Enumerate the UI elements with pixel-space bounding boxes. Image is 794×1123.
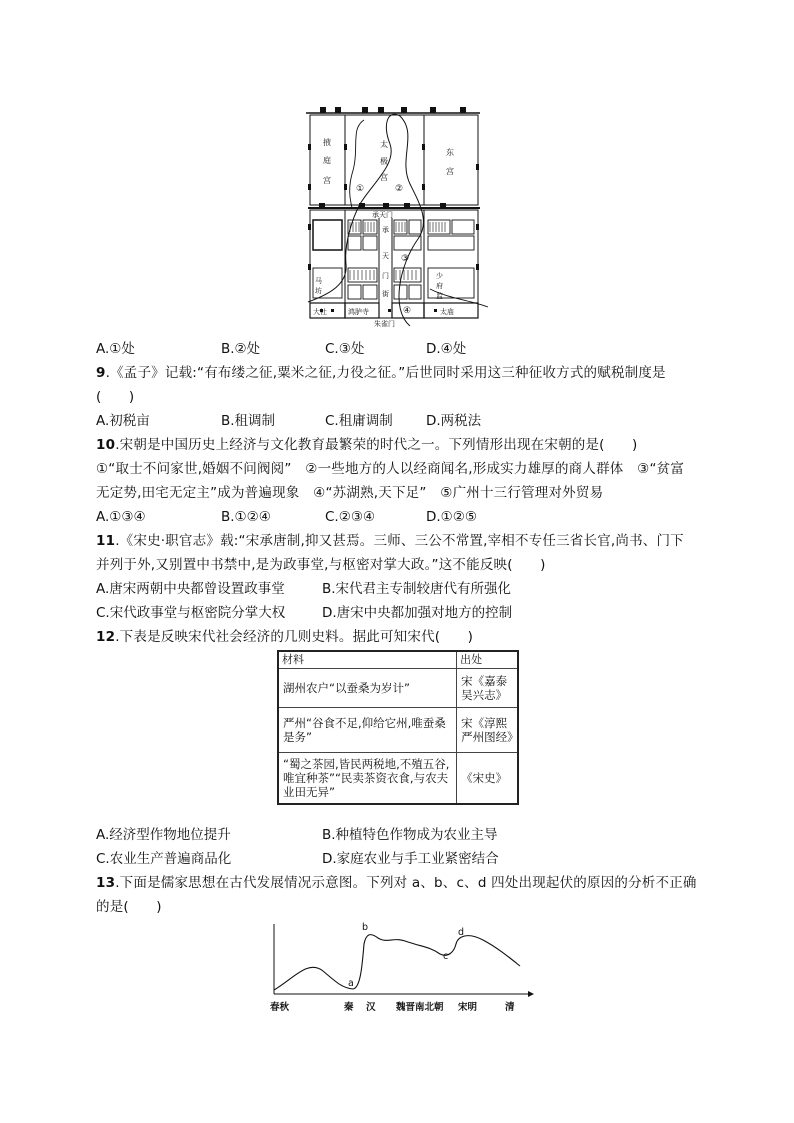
- table-row: [278, 753, 518, 805]
- table-row: [278, 708, 518, 753]
- q11-option-b[interactable]: B.宋代君主专制较唐代有所强化: [322, 581, 512, 597]
- point-label-b: b: [362, 922, 369, 933]
- q10-stem-text: .宋朝是中国历史上经济与文化教育最繁荣的时代之一。下列情形出现在宋朝的是( ): [115, 437, 638, 453]
- q10-option-d[interactable]: D.①②⑤: [426, 509, 477, 525]
- table-cell-source: 宋《嘉泰吴兴志》: [457, 669, 518, 708]
- q12-number: 12: [96, 629, 116, 645]
- q13-stem-text: .下面是儒家思想在古代发展情况示意图。下列对 a、b、c、d 四处出现起伏的原因的分析不正确: [115, 875, 697, 891]
- q13-stem-line2: 的是( ): [96, 899, 162, 915]
- map-label-mafang-2: 坊: [315, 287, 322, 295]
- q8-option-a[interactable]: A.①处: [96, 341, 135, 357]
- map-label-shaofujian-1: 少: [436, 272, 443, 280]
- point-label-d: d: [458, 927, 465, 938]
- q12-stem: [96, 628, 473, 646]
- table-header-material: 材料: [278, 651, 457, 669]
- q11-stem-line1: [96, 532, 684, 550]
- q10-number: 10: [96, 437, 116, 453]
- confucianism-development-chart: [258, 914, 538, 1014]
- q9-option-c[interactable]: C.租庸调制: [325, 413, 393, 429]
- map-label-yeting-2: 庭: [323, 156, 331, 165]
- q11-stem-line2: 并列于外,又别置中书禁中,是为政事堂,与枢密对掌大政。”这不能反映( ): [96, 557, 546, 573]
- q11-option-d[interactable]: D.唐宋中央都加强对地方的控制: [322, 605, 513, 621]
- table-header-source: 出处: [457, 651, 518, 669]
- map-label-taiji-3: 宫: [380, 173, 388, 182]
- q12-option-c[interactable]: C.农业生产普遍商品化: [96, 851, 232, 867]
- q12-option-a[interactable]: A.经济型作物地位提升: [96, 827, 231, 843]
- map-label-shaofujian-2: 府: [436, 282, 443, 290]
- x-tick-label: 汉: [366, 1002, 376, 1013]
- table-cell-source: 《宋史》: [457, 753, 518, 805]
- chart-x-axis-arrow: [528, 991, 534, 997]
- table-cell-material: 湖州农户“以蚕桑为岁计”: [278, 669, 457, 708]
- q10-option-c[interactable]: C.②③④: [325, 509, 376, 525]
- q10-items-line1: ①“取士不问家世,婚姻不问阀阅” ②一些地方的人以经商闻名,形成实力雄厚的商人群体 ③“贫富: [96, 461, 685, 477]
- q8-option-b[interactable]: B.②处: [221, 341, 261, 357]
- map-label-street-2: 天: [382, 252, 389, 260]
- q13-number: 13: [96, 875, 116, 891]
- q10-stem: [96, 436, 638, 454]
- map-label-zhuquemen: 朱雀门: [374, 320, 395, 328]
- q13-stem-line1: [96, 874, 697, 892]
- q8-option-d[interactable]: D.④处: [426, 341, 467, 357]
- table-cell-material: “蜀之茶园,皆民两税地,不殖五谷,唯宜种茶”“民卖茶资衣食,与农夫业田无异”: [278, 753, 457, 805]
- point-label-c: c: [443, 951, 449, 962]
- map-label-donggong-1: 东: [446, 148, 454, 157]
- map-label-shaofujian-3: 监: [436, 292, 443, 300]
- map-label-taiji-1: 太: [380, 140, 388, 149]
- q11-option-a[interactable]: A.唐宋两朝中央都曾设置政事堂: [96, 581, 285, 597]
- map-label-street-3: 门: [382, 272, 389, 280]
- map-label-taimiao: 太庙: [440, 308, 454, 316]
- q12-stem-text: .下表是反映宋代社会经济的几则史料。据此可知宋代( ): [115, 629, 474, 645]
- table-header-row: [278, 651, 518, 669]
- x-tick-label: 宋明: [458, 1002, 478, 1013]
- q10-option-b[interactable]: B.①②④: [221, 509, 271, 525]
- map-marker-3: ③: [401, 254, 410, 264]
- q11-number: 11: [96, 533, 116, 549]
- q9-stem: [96, 364, 666, 382]
- q11-option-c[interactable]: C.宋代政事堂与枢密院分掌大权: [96, 605, 286, 621]
- q9-number: 9: [96, 365, 106, 381]
- map-marker-4: ④: [403, 306, 412, 316]
- map-marker-2: ②: [395, 184, 404, 194]
- map-label-honglusi: 鸿胪寺: [348, 308, 369, 316]
- q9-answer-paren: ( ): [96, 389, 135, 405]
- table-row: [278, 669, 518, 708]
- map-label-taishe: 大社: [313, 308, 327, 316]
- q10-items-line2: 无定势,田宅无定主”成为普遍现象 ④“苏湖熟,天下足” ⑤广州十三行管理对外贸易: [96, 485, 604, 501]
- map-label-street-4: 街: [382, 290, 389, 298]
- x-tick-label: 清: [505, 1002, 515, 1013]
- map-marker-1: ①: [356, 184, 365, 194]
- q10-option-a[interactable]: A.①③④: [96, 509, 146, 525]
- table-cell-material: 严州“谷食不足,仰给它州,唯蚕桑是务”: [278, 708, 457, 753]
- changan-palace-map: [300, 104, 490, 329]
- q12-option-d[interactable]: D.家庭农业与手工业紧密结合: [322, 851, 499, 867]
- q9-option-a[interactable]: A.初税亩: [96, 413, 150, 429]
- q11-stem-text: .《宋史·职官志》载:“宋承唐制,抑又甚焉。三师、三公不常置,宰相不专任三省长官,尚书、门下: [115, 533, 684, 549]
- x-tick-label: 魏晋南北朝: [396, 1002, 444, 1013]
- chart-series-line: [274, 935, 520, 990]
- q12-option-b[interactable]: B.种植特色作物成为农业主导: [322, 827, 498, 843]
- map-label-donggong-2: 宫: [446, 167, 454, 176]
- map-label-yeting-3: 宫: [323, 176, 331, 185]
- map-label-taiji-2: 极: [380, 157, 388, 166]
- x-tick-label: 秦: [344, 1002, 354, 1013]
- q9-option-d[interactable]: D.两税法: [426, 413, 482, 429]
- x-tick-label: 春秋: [270, 1002, 290, 1013]
- map-label-mafang-1: 马: [315, 277, 322, 285]
- q12-source-table: [277, 650, 519, 805]
- q9-stem-text: .《孟子》记载:“有布缕之征,粟米之征,力役之征。”后世同时采用这三种征收方式的赋税制度是: [105, 365, 666, 381]
- map-label-street-1: 承: [382, 226, 389, 234]
- map-label-chengtianmen: 承天门: [372, 211, 393, 219]
- q9-option-b[interactable]: B.租调制: [221, 413, 276, 429]
- table-cell-source: 宋《淳熙严州图经》: [457, 708, 518, 753]
- map-label-yeting-1: 掖: [323, 138, 331, 147]
- q8-option-c[interactable]: C.③处: [325, 341, 365, 357]
- point-label-a: a: [348, 978, 354, 989]
